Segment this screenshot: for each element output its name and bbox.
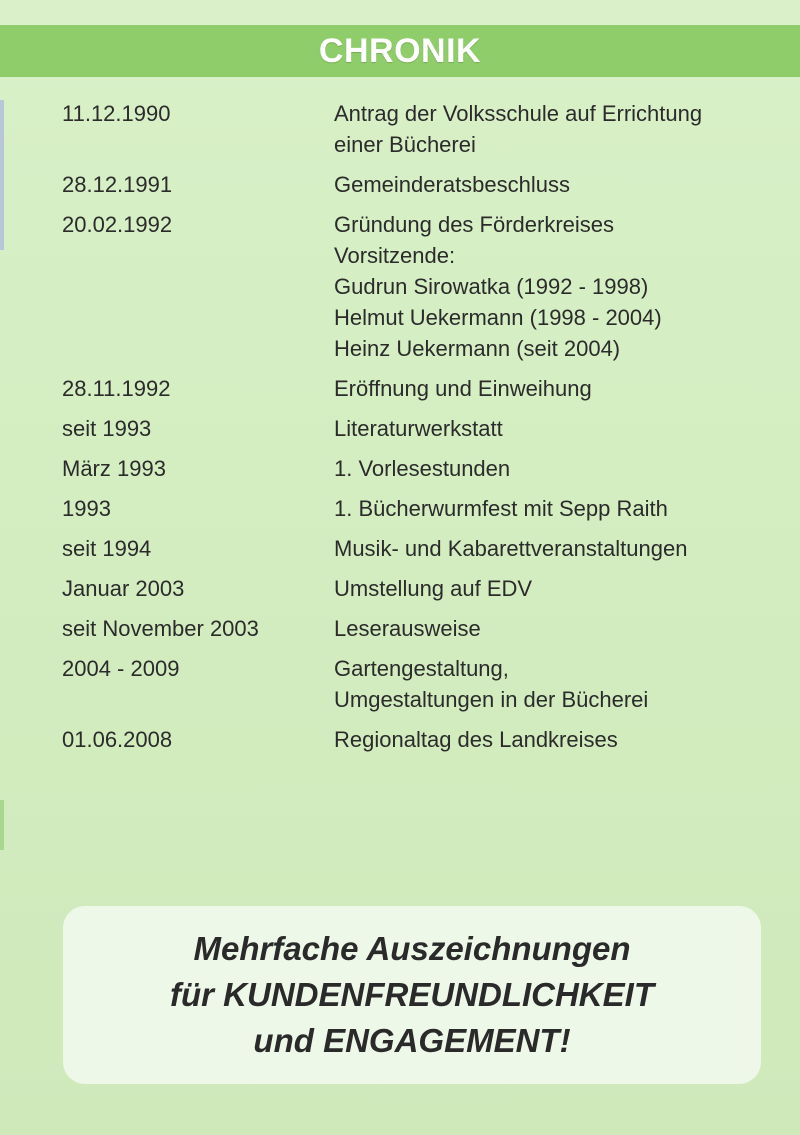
chronik-date: 01.06.2008 bbox=[62, 727, 173, 752]
chronik-date: seit 1993 bbox=[62, 416, 152, 441]
chronik-description bbox=[334, 653, 782, 715]
chronik-description-line: Gründung des Förderkreises bbox=[334, 212, 615, 237]
chronik-date: 1993 bbox=[62, 496, 111, 521]
header-bar bbox=[0, 25, 800, 77]
chronik-entry bbox=[62, 453, 782, 484]
chronik-description-line: Regionaltag des Landkreises bbox=[334, 727, 618, 752]
chronik-description-line: Vorsitzende: bbox=[334, 243, 456, 268]
chronik-description-line: Literaturwerkstatt bbox=[334, 416, 503, 441]
award-line: und ENGAGEMENT! bbox=[253, 1022, 571, 1059]
chronik-entry bbox=[62, 533, 782, 564]
chronik-entry bbox=[62, 724, 782, 755]
page-edge-mark bbox=[0, 800, 4, 850]
chronik-entry bbox=[62, 653, 782, 715]
chronik-description bbox=[334, 413, 782, 444]
chronik-description bbox=[334, 169, 782, 200]
chronik-description bbox=[334, 373, 782, 404]
chronik-description-line: Gartengestaltung, bbox=[334, 656, 509, 681]
chronik-date: seit November 2003 bbox=[62, 616, 259, 641]
page-title: CHRONIK bbox=[318, 31, 482, 70]
chronik-description-line: einer Bücherei bbox=[334, 132, 476, 157]
chronik-description-line: Helmut Uekermann (1998 - 2004) bbox=[334, 305, 662, 330]
chronik-description-line: Leserausweise bbox=[334, 616, 481, 641]
chronik-entry bbox=[62, 573, 782, 604]
chronik-description bbox=[334, 98, 782, 160]
chronik-entry bbox=[62, 613, 782, 644]
chronik-description bbox=[334, 533, 782, 564]
award-box bbox=[63, 906, 761, 1084]
chronik-date: seit 1994 bbox=[62, 536, 152, 561]
chronik-description-line: 1. Bücherwurmfest mit Sepp Raith bbox=[334, 496, 668, 521]
chronik-description-line: Gudrun Sirowatka (1992 - 1998) bbox=[334, 274, 649, 299]
chronik-description-line: Eröffnung und Einweihung bbox=[334, 376, 592, 401]
chronik-description bbox=[334, 209, 782, 364]
chronik-description bbox=[334, 724, 782, 755]
chronik-entry bbox=[62, 413, 782, 444]
chronik-description bbox=[334, 573, 782, 604]
chronik-description-line: Musik- und Kabarettveranstaltungen bbox=[334, 536, 688, 561]
chronik-entry bbox=[62, 98, 782, 160]
chronik-description bbox=[334, 613, 782, 644]
chronik-date: Januar 2003 bbox=[62, 576, 185, 601]
chronik-description-line: Heinz Uekermann (seit 2004) bbox=[334, 336, 621, 361]
page-edge-mark bbox=[0, 100, 4, 250]
award-line: für KUNDENFREUNDLICHKEIT bbox=[170, 976, 654, 1013]
award-line: Mehrfache Auszeichnungen bbox=[193, 930, 631, 967]
chronik-description bbox=[334, 493, 782, 524]
chronik-entry bbox=[62, 209, 782, 364]
chronik-description-line: Umstellung auf EDV bbox=[334, 576, 533, 601]
chronik-date: 28.11.1992 bbox=[62, 376, 171, 401]
chronik-date: 20.02.1992 bbox=[62, 212, 173, 237]
chronik-entry bbox=[62, 493, 782, 524]
chronik-description-line: 1. Vorlesestunden bbox=[334, 456, 511, 481]
chronik-list bbox=[62, 98, 782, 764]
chronik-description-line: Gemeinderatsbeschluss bbox=[334, 172, 571, 197]
chronik-date: 11.12.1990 bbox=[62, 101, 171, 126]
chronik-entry bbox=[62, 373, 782, 404]
chronik-date: 28.12.1991 bbox=[62, 172, 173, 197]
chronik-description-line: Umgestaltungen in der Bücherei bbox=[334, 687, 649, 712]
chronik-entry bbox=[62, 169, 782, 200]
chronik-date: März 1993 bbox=[62, 456, 166, 481]
chronik-description-line: Antrag der Volksschule auf Errichtung bbox=[334, 101, 703, 126]
chronik-date: 2004 - 2009 bbox=[62, 656, 180, 681]
chronik-description bbox=[334, 453, 782, 484]
